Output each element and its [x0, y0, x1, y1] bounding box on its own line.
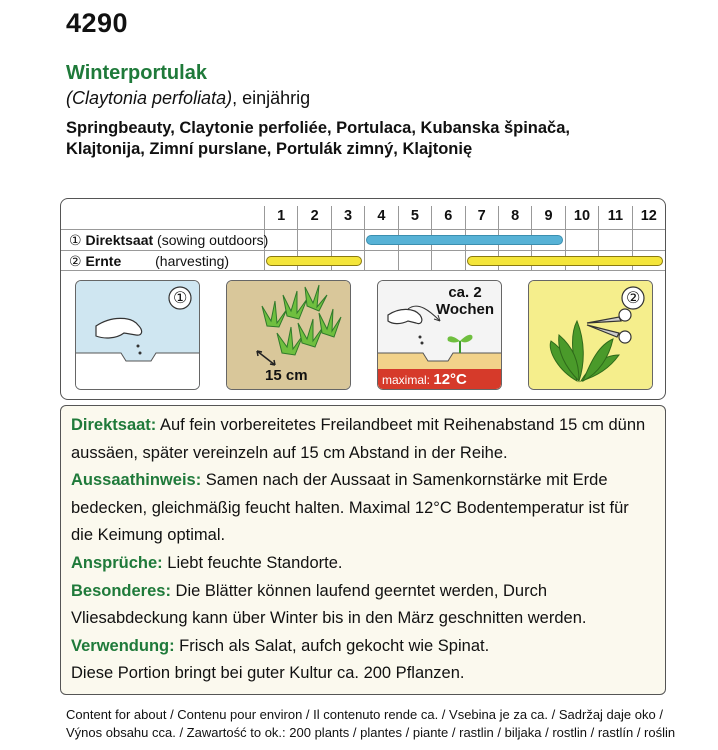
instr-text: aussäen, später vereinzeln auf 15 cm Abstand in der Reihe.: [71, 443, 508, 462]
latin-line: [66, 88, 310, 109]
instr-special: [71, 578, 655, 633]
instr-text: bedecken, gleichmäßig feucht halten. Maximal 12°C Bodentemperatur ist für: [71, 498, 629, 517]
instr-sowing: [71, 412, 655, 467]
content-note: [66, 706, 716, 742]
latin-name: (Claytonia perfoliata): [66, 88, 233, 108]
month-3: 3: [331, 206, 364, 270]
temp-label: [382, 371, 467, 388]
month-5: 5: [398, 206, 431, 270]
month-9: 9: [531, 206, 564, 270]
sowing-calendar: [61, 199, 665, 271]
content-note-line2: Výnos obsahu cca. / Zawartość to ok.: 200 plants / plantes / piante / rastlin / biljaka / rostlin / rastlín / roślin: [66, 725, 676, 740]
instr-sowing-tip: [71, 467, 655, 550]
temp-value: 12°C: [433, 371, 467, 388]
instr-label: Ansprüche:: [71, 553, 163, 572]
calendar-bar-ernte: [467, 256, 664, 266]
instr-label: Besonderes:: [71, 581, 171, 600]
instr-text: Die Blätter können laufend geerntet werden, Durch: [170, 581, 548, 600]
row-label: Ernte: [85, 253, 122, 269]
instructions: [60, 405, 666, 695]
life-cycle: , einjährig: [232, 88, 311, 108]
month-7: 7: [465, 206, 498, 270]
spacing-label: 15 cm: [265, 367, 308, 384]
germination-illustration: [377, 280, 502, 390]
instr-text: Vliesabdeckung kann über Winter bis in den März geschnitten werden.: [71, 609, 587, 628]
instr-label: Verwendung:: [71, 636, 175, 655]
month-8: 8: [498, 206, 531, 270]
instr-label: Direktsaat:: [71, 416, 157, 434]
instr-text: Samen nach der Aussaat in Samenkornstärke mit Erde: [201, 471, 608, 490]
row-number: ①: [69, 232, 82, 248]
month-4: 4: [364, 206, 397, 270]
month-12: 12: [632, 206, 665, 270]
month-6: 6: [431, 206, 464, 270]
instr-text: Auf fein vorbereitetes Freilandbeet mit Reihenabstand 15 cm dünn: [156, 416, 646, 434]
alias-names: [66, 118, 706, 160]
calendar-row-sowing: [69, 232, 268, 249]
month-1: 1: [264, 206, 297, 270]
row-english: (harvesting): [155, 253, 230, 269]
row-number: ②: [69, 253, 82, 269]
sowing-illustration: [75, 280, 200, 390]
harvest-illustration: [528, 280, 653, 390]
germination-label: [436, 284, 494, 318]
germination-label-line2: Wochen: [436, 301, 495, 318]
step-number: ②: [626, 290, 641, 307]
instr-text: Frisch als Salat, aufch gekocht wie Spinat.: [174, 636, 490, 655]
month-11: 11: [598, 206, 631, 270]
instr-label: Aussaathinweis:: [71, 471, 202, 490]
spacing-illustration: [226, 280, 351, 390]
alias-line-2: Klajtonija, Zimní purslane, Portulák zimný, Klajtonię: [66, 140, 473, 158]
instr-text: Liebt feuchte Standorte.: [162, 553, 343, 572]
instr-requirements: [71, 550, 655, 578]
alias-line-1: Springbeauty, Claytonie perfoliée, Portulaca, Kubanska špinača,: [66, 119, 570, 137]
calendar-bar-direktsaat: [366, 235, 563, 245]
instr-usage: [71, 633, 655, 661]
calendar-panel: [60, 198, 666, 400]
row-english: (sowing outdoors): [157, 232, 269, 248]
row-label: Direktsaat: [85, 232, 154, 248]
germination-label-line1: ca. 2: [448, 284, 482, 301]
step-number: ①: [173, 290, 188, 307]
content-note-line1: Content for about / Contenu pour environ / Il contenuto rende ca. / Vsebina je za ca. / Sadržaj daje oko /: [66, 707, 663, 722]
temp-prefix: maximal:: [382, 373, 431, 387]
product-code: 4290: [66, 8, 129, 38]
month-2: 2: [297, 206, 330, 270]
calendar-bar-ernte: [266, 256, 362, 266]
instr-text: die Keimung optimal.: [71, 526, 226, 545]
calendar-row-harvest: [69, 253, 229, 270]
month-10: 10: [565, 206, 598, 270]
instr-yield: Diese Portion bringt bei guter Kultur ca. 200 Pflanzen.: [71, 664, 465, 683]
product-name: Winterportulak: [66, 62, 207, 84]
